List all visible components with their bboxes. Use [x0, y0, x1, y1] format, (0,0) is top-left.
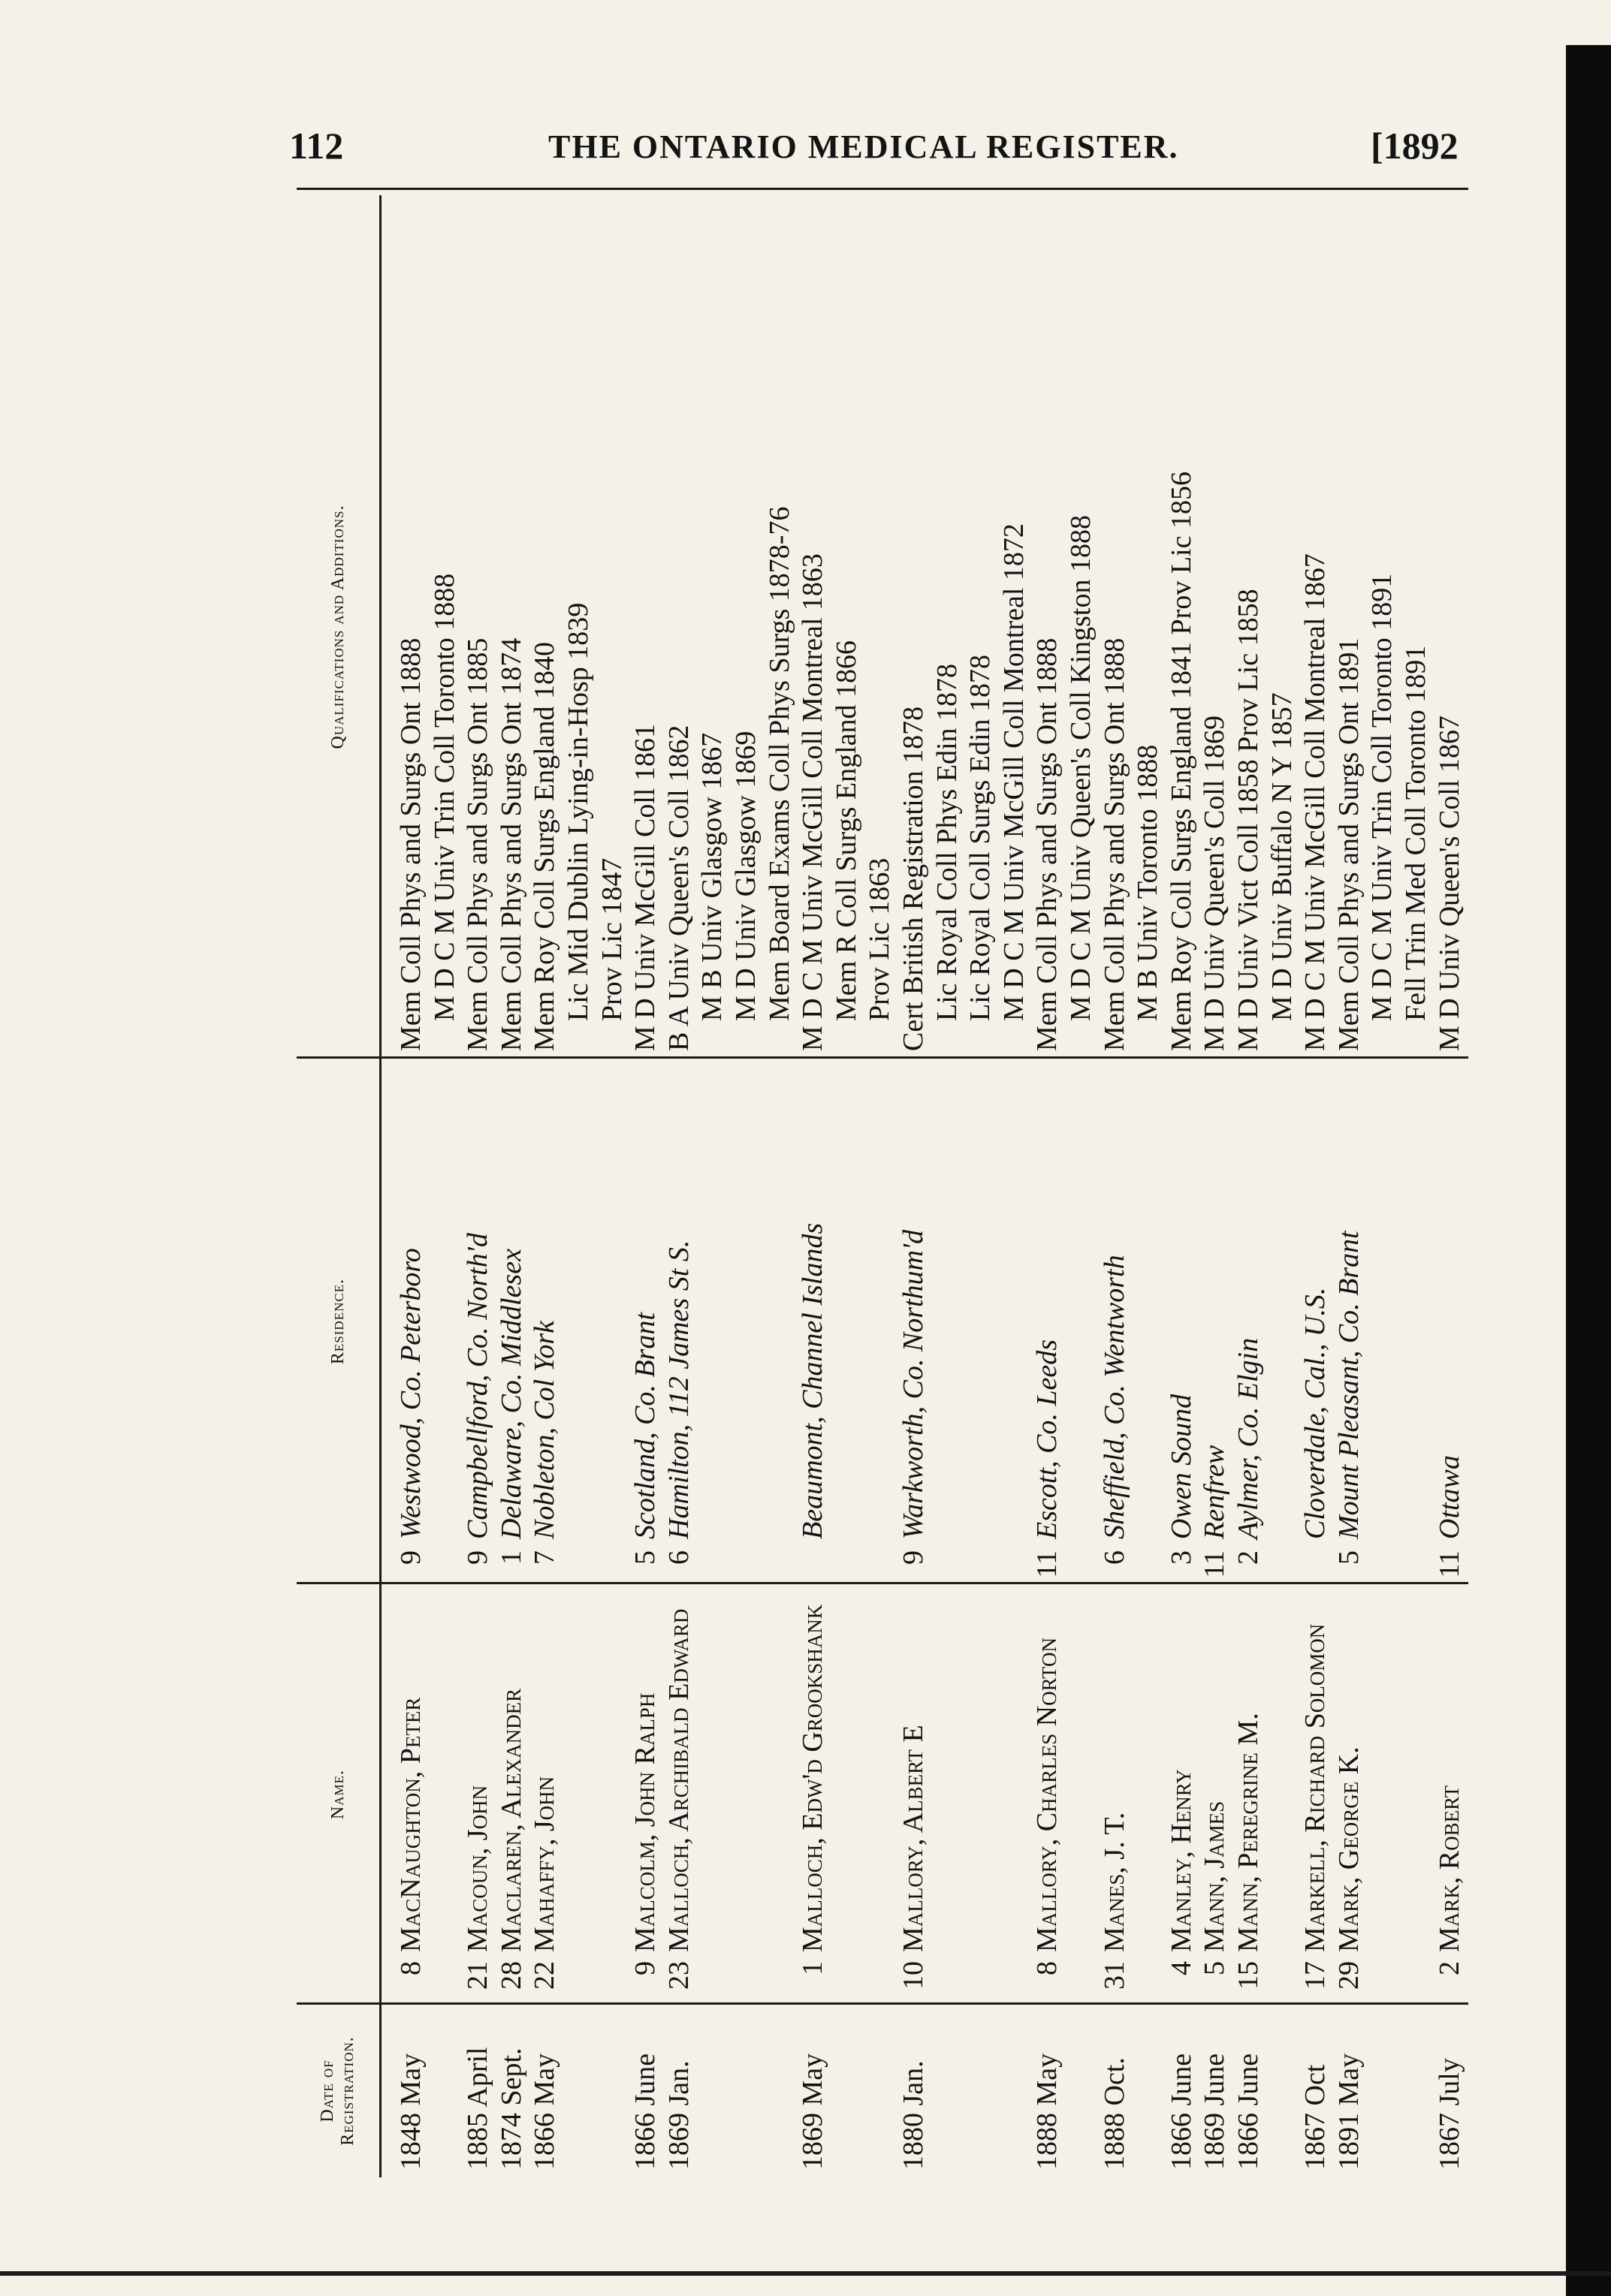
column-rule [297, 1582, 1468, 1584]
col-header-name: Name. [297, 1584, 382, 2005]
registration-day: 2 [1433, 1961, 1465, 1975]
physician-name: Malloch, Edw'd Grookshank [797, 1604, 829, 1952]
registration-day: 31 [1098, 1961, 1130, 1990]
physician-name: Manley, Henry [1165, 1769, 1197, 1952]
leader-dots [897, 1592, 930, 1952]
leader-dots [394, 1592, 427, 1952]
qualification: M D Univ Buffalo N Y 1857 [1266, 692, 1298, 1021]
registration-day: 8 [395, 1961, 427, 1975]
page-year: [1892 [1371, 125, 1459, 167]
division-number: 11 [1031, 1550, 1063, 1578]
registration-date: 1891 May [1332, 2053, 1365, 2170]
qualification: M D Univ Vict Coll 1858 Prov Lic 1858 [1232, 589, 1264, 1051]
residence: Ottawa [1433, 1455, 1465, 1539]
qualification: Fell Trin Med Coll Toronto 1891 [1400, 645, 1431, 1021]
qualification: Mem Roy Coll Surgs England 1841 Prov Lic 1856 [1165, 472, 1197, 1051]
register-table [297, 195, 1468, 2177]
physician-name: Mann, Peregrine M. [1232, 1713, 1264, 1952]
residence: Nobleton, Col York [529, 1320, 561, 1539]
qualification: M D Univ McGill Coll 1861 [629, 724, 662, 1051]
physician-name: Mark, Robert [1433, 1785, 1465, 1952]
qualification: M B Univ Toronto 1888 [1132, 744, 1164, 1021]
page-number: 112 [289, 125, 344, 167]
registration-date: 1885 April [462, 2047, 494, 2170]
qualification: Lic Royal Coll Phys Edin 1878 [931, 663, 963, 1021]
qualification: M B Univ Glasgow 1867 [696, 732, 729, 1021]
registration-date: 1888 May [1031, 2053, 1063, 2170]
registration-day: 28 [495, 1961, 527, 1990]
leader-dots [796, 1592, 829, 1952]
registration-day: 15 [1232, 1961, 1264, 1990]
qualification: Mem Coll Phys and Surgs Ont 1891 [1332, 637, 1365, 1051]
registration-day: 4 [1165, 1961, 1197, 1975]
residence: Westwood, Co. Peterboro [395, 1248, 427, 1539]
residence: Scotland, Co. Brant [629, 1312, 662, 1539]
registration-date: 1848 May [395, 2053, 427, 2170]
residence: Cloverdale, Cal., U.S. [1299, 1287, 1332, 1539]
physician-name: Manes, J. T. [1098, 1812, 1130, 1952]
leader-dots [1165, 1592, 1198, 1952]
qualification: Prov Lic 1847 [596, 857, 628, 1021]
registration-day: 17 [1299, 1961, 1332, 1990]
qualification: M D Univ Queen's Coll 1867 [1433, 715, 1465, 1051]
leader-dots [1332, 1592, 1365, 1952]
residence: Hamilton, 112 James St S. [662, 1240, 695, 1539]
registration-day: 5 [1199, 1961, 1231, 1975]
registration-day: 23 [662, 1961, 695, 1990]
register-table-rotated [297, 195, 1468, 2177]
qualification: M D C M Univ Queen's Coll Kingston 1888 [1065, 515, 1097, 1021]
qualification: Mem Coll Phys and Surgs Ont 1888 [1098, 637, 1130, 1051]
qualification: M D C M Univ McGill Coll Montreal 1872 [997, 523, 1030, 1021]
qualification: Mem Coll Phys and Surgs Ont 1885 [462, 637, 494, 1051]
registration-day: 1 [797, 1961, 829, 1975]
qualification: M D Univ Glasgow 1869 [730, 731, 762, 1021]
residence: Delaware, Co. Middlesex [495, 1249, 527, 1539]
residence: Renfrew [1199, 1445, 1231, 1539]
physician-name: Macoun, John [462, 1785, 494, 1952]
registration-day: 29 [1332, 1961, 1365, 1990]
residence: Sheffield, Co. Wentworth [1098, 1255, 1130, 1539]
leader-dots [495, 1592, 528, 1952]
qualification: M D C M Univ Trin Coll Toronto 1891 [1366, 573, 1398, 1021]
division-number: 9 [462, 1550, 494, 1565]
registration-day: 8 [1031, 1961, 1063, 1975]
division-number: 1 [495, 1550, 527, 1565]
qualification: M D Univ Queen's Coll 1869 [1199, 715, 1231, 1051]
leader-dots [1098, 1592, 1131, 1952]
leader-dots [629, 1592, 662, 1952]
col-header-qualifications: Qualifications and Additions. [297, 195, 382, 1059]
page-title: THE ONTARIO MEDICAL REGISTER. [548, 128, 1179, 165]
qualification: Mem Coll Phys and Surgs Ont 1874 [495, 637, 527, 1051]
division-number: 7 [529, 1550, 561, 1565]
residence: Beaumont, Channel Islands [797, 1222, 829, 1539]
col-header-date: Date of Registration. [297, 2005, 382, 2177]
registration-date: 1869 May [797, 2053, 829, 2170]
qualification: Mem Coll Phys and Surgs Ont 1888 [1031, 637, 1063, 1051]
registration-day: 22 [529, 1961, 561, 1990]
division-number: 11 [1199, 1550, 1231, 1578]
division-number: 9 [395, 1550, 427, 1565]
leader-dots [528, 1592, 561, 1952]
physician-name: Mallory, Albert E [898, 1725, 929, 1952]
qualification: Lic Royal Coll Surgs Edin 1878 [964, 654, 997, 1021]
physician-name: Maclaren, Alexander [495, 1688, 527, 1952]
registration-date: 1867 July [1433, 2058, 1465, 2170]
qualification: Lic Mid Dublin Lying-in-Hosp 1839 [563, 602, 594, 1021]
page-binding-shadow [1566, 45, 1611, 2296]
leader-dots [1198, 1592, 1231, 1952]
leader-dots [1030, 1592, 1063, 1952]
physician-name: MacNaughton, Peter [395, 1697, 427, 1952]
division-number: 2 [1232, 1550, 1264, 1565]
registration-date: 1888 Oct. [1098, 2057, 1130, 2170]
division-number: 9 [898, 1550, 929, 1565]
qualification: M D C M Univ Trin Coll Toronto 1888 [428, 573, 460, 1021]
physician-name: Markell, Richard Solomon [1299, 1623, 1332, 1952]
qualification: M D C M Univ McGill Coll Montreal 1867 [1299, 553, 1332, 1051]
residence: Warkworth, Co. Northum'd [898, 1229, 929, 1539]
physician-name: Malloch, Archibald Edward [662, 1608, 695, 1952]
residence: Owen Sound [1165, 1394, 1197, 1539]
qualification: Mem Roy Coll Surgs England 1840 [529, 641, 561, 1051]
page-bottom-edge [0, 2271, 1611, 2276]
residence: Aylmer, Co. Elgin [1232, 1337, 1264, 1539]
registration-date: 1867 Oct [1299, 2064, 1332, 2170]
registration-date: 1866 June [1232, 2053, 1264, 2170]
registration-date: 1866 May [529, 2053, 561, 2170]
physician-name: Mann, James [1199, 1800, 1231, 1952]
qualification: Mem Coll Phys and Surgs Ont 1888 [395, 637, 427, 1051]
registration-date: 1866 June [1165, 2053, 1197, 2170]
physician-name: Malcolm, John Ralph [629, 1692, 662, 1952]
qualification: Mem R Coll Surgs England 1866 [830, 640, 862, 1021]
residence: Campbellford, Co. North'd [462, 1233, 494, 1539]
qualification: Prov Lic 1863 [864, 857, 896, 1021]
division-number: 6 [1098, 1550, 1130, 1565]
qualification: M D C M Univ McGill Coll Montreal 1863 [797, 553, 829, 1051]
column-rule [297, 2002, 1468, 2005]
division-number: 5 [629, 1550, 662, 1565]
leader-dots [1433, 1592, 1466, 1952]
registration-day: 10 [898, 1961, 929, 1990]
physician-name: Mallory, Charles Norton [1031, 1638, 1063, 1952]
leader-dots [1299, 1592, 1332, 1952]
division-number: 6 [662, 1550, 695, 1565]
registration-date: 1869 Jan. [662, 2060, 695, 2170]
registration-date: 1869 June [1199, 2053, 1231, 2170]
registration-day: 21 [462, 1961, 494, 1990]
division-number: 5 [1332, 1550, 1365, 1565]
registration-date: 1880 Jan. [898, 2060, 929, 2170]
qualification: Cert British Registration 1878 [898, 706, 929, 1051]
registration-day: 9 [629, 1961, 662, 1975]
column-rule [297, 1056, 1468, 1059]
registration-date: 1866 June [629, 2053, 662, 2170]
qualification: Mem Board Exams Coll Phys Surgs 1878-76 [763, 506, 795, 1021]
leader-dots [461, 1592, 494, 1952]
leader-dots [1232, 1592, 1265, 1952]
division-number: 11 [1433, 1550, 1465, 1578]
physician-name: Mahaffy, John [529, 1776, 561, 1952]
residence: Mount Pleasant, Co. Brant [1332, 1231, 1365, 1539]
residence: Escott, Co. Leeds [1031, 1339, 1063, 1539]
leader-dots [662, 1592, 695, 1952]
registration-date: 1874 Sept. [495, 2047, 527, 2170]
col-header-residence: Residence. [297, 1059, 382, 1584]
qualification: B A Univ Queen's Coll 1862 [662, 725, 695, 1051]
physician-name: Mark, George K. [1332, 1746, 1365, 1952]
division-number: 3 [1165, 1550, 1197, 1565]
